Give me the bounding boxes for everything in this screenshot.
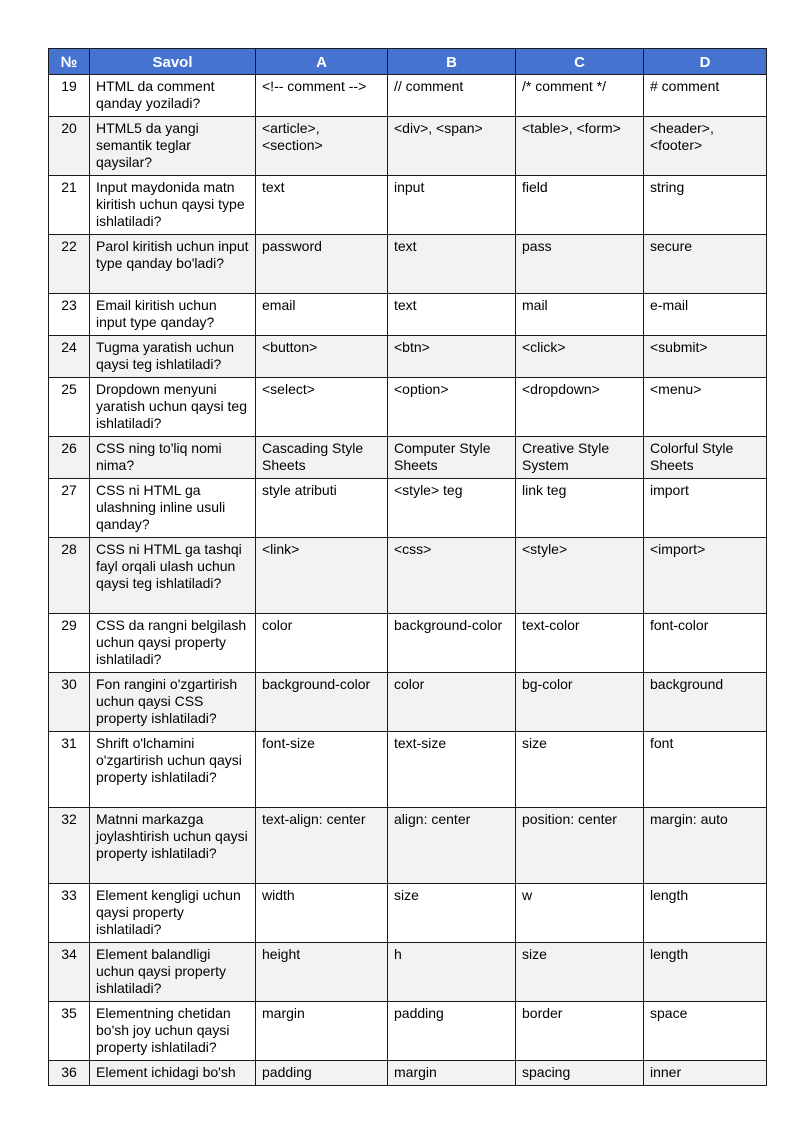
- option-b: <option>: [388, 378, 516, 437]
- option-d: background: [644, 673, 767, 732]
- option-b: <css>: [388, 538, 516, 614]
- option-b: padding: [388, 1002, 516, 1061]
- question-text: Element balandligi uchun qaysi property ishlatiladi?: [90, 943, 256, 1002]
- option-b: // comment: [388, 75, 516, 117]
- option-d: space: [644, 1002, 767, 1061]
- option-d: secure: [644, 235, 767, 294]
- question-text: CSS da rangni belgilash uchun qaysi property ishlatiladi?: [90, 614, 256, 673]
- option-a: text: [256, 176, 388, 235]
- table-row: [49, 732, 767, 808]
- option-b: margin: [388, 1061, 516, 1086]
- table-row: [49, 336, 767, 378]
- option-b: size: [388, 884, 516, 943]
- header-option-a: A: [256, 49, 388, 75]
- question-number: 32: [49, 808, 90, 884]
- option-d: import: [644, 479, 767, 538]
- option-b: text: [388, 294, 516, 336]
- question-number: 33: [49, 884, 90, 943]
- quiz-table: [48, 48, 767, 1086]
- table-row: [49, 235, 767, 294]
- question-text: Email kiritish uchun input type qanday?: [90, 294, 256, 336]
- question-number: 36: [49, 1061, 90, 1086]
- option-d: font-color: [644, 614, 767, 673]
- option-a: background-color: [256, 673, 388, 732]
- option-a: email: [256, 294, 388, 336]
- option-c: Creative Style System: [516, 437, 644, 479]
- option-a: Cascading Style Sheets: [256, 437, 388, 479]
- header-option-d: D: [644, 49, 767, 75]
- option-b: <div>, <span>: [388, 117, 516, 176]
- table-row: [49, 1002, 767, 1061]
- question-number: 19: [49, 75, 90, 117]
- question-number: 20: [49, 117, 90, 176]
- option-b: input: [388, 176, 516, 235]
- option-a: <!-- comment -->: [256, 75, 388, 117]
- question-text: Shrift o'lchamini o'zgartirish uchun qaysi property ishlatiladi?: [90, 732, 256, 808]
- option-d: e-mail: [644, 294, 767, 336]
- question-text: Matnni markazga joylashtirish uchun qaysi property ishlatiladi?: [90, 808, 256, 884]
- question-number: 22: [49, 235, 90, 294]
- question-text: Parol kiritish uchun input type qanday bo'ladi?: [90, 235, 256, 294]
- question-text: Input maydonida matn kiritish uchun qaysi type ishlatiladi?: [90, 176, 256, 235]
- option-b: text: [388, 235, 516, 294]
- table-row: [49, 294, 767, 336]
- question-number: 35: [49, 1002, 90, 1061]
- option-a: font-size: [256, 732, 388, 808]
- table-row: [49, 673, 767, 732]
- option-d: <header>, <footer>: [644, 117, 767, 176]
- option-d: margin: auto: [644, 808, 767, 884]
- option-c: <table>, <form>: [516, 117, 644, 176]
- question-text: Elementning chetidan bo'sh joy uchun qaysi property ishlatiladi?: [90, 1002, 256, 1061]
- option-c: link teg: [516, 479, 644, 538]
- option-b: <style> teg: [388, 479, 516, 538]
- option-c: size: [516, 732, 644, 808]
- option-b: text-size: [388, 732, 516, 808]
- table-row: [49, 378, 767, 437]
- question-number: 23: [49, 294, 90, 336]
- question-number: 21: [49, 176, 90, 235]
- table-row: [49, 75, 767, 117]
- question-text: Element ichidagi bo'sh: [90, 1061, 256, 1086]
- table-row: [49, 943, 767, 1002]
- question-text: Tugma yaratish uchun qaysi teg ishlatiladi?: [90, 336, 256, 378]
- option-a: style atributi: [256, 479, 388, 538]
- question-number: 27: [49, 479, 90, 538]
- question-text: Element kengligi uchun qaysi property ishlatiladi?: [90, 884, 256, 943]
- option-d: <import>: [644, 538, 767, 614]
- question-number: 28: [49, 538, 90, 614]
- option-d: font: [644, 732, 767, 808]
- question-number: 34: [49, 943, 90, 1002]
- option-d: string: [644, 176, 767, 235]
- option-b: <btn>: [388, 336, 516, 378]
- question-number: 24: [49, 336, 90, 378]
- option-d: length: [644, 884, 767, 943]
- option-c: field: [516, 176, 644, 235]
- table-header: [49, 49, 767, 75]
- option-c: bg-color: [516, 673, 644, 732]
- option-d: # comment: [644, 75, 767, 117]
- option-a: width: [256, 884, 388, 943]
- table-row: [49, 884, 767, 943]
- question-text: Dropdown menyuni yaratish uchun qaysi teg ishlatiladi?: [90, 378, 256, 437]
- header-row: [49, 49, 767, 75]
- option-b: background-color: [388, 614, 516, 673]
- option-a: <select>: [256, 378, 388, 437]
- option-c: size: [516, 943, 644, 1002]
- table-row: [49, 479, 767, 538]
- option-d: <submit>: [644, 336, 767, 378]
- option-a: margin: [256, 1002, 388, 1061]
- option-c: <style>: [516, 538, 644, 614]
- option-c: position: center: [516, 808, 644, 884]
- table-row: [49, 117, 767, 176]
- table-row: [49, 1061, 767, 1086]
- header-question: Savol: [90, 49, 256, 75]
- question-text: HTML da comment qanday yoziladi?: [90, 75, 256, 117]
- question-number: 25: [49, 378, 90, 437]
- table-row: [49, 614, 767, 673]
- option-d: inner: [644, 1061, 767, 1086]
- option-d: Colorful Style Sheets: [644, 437, 767, 479]
- option-a: password: [256, 235, 388, 294]
- option-c: /* comment */: [516, 75, 644, 117]
- option-d: <menu>: [644, 378, 767, 437]
- option-c: spacing: [516, 1061, 644, 1086]
- question-number: 31: [49, 732, 90, 808]
- option-b: Computer Style Sheets: [388, 437, 516, 479]
- question-text: HTML5 da yangi semantik teglar qaysilar?: [90, 117, 256, 176]
- table-row: [49, 176, 767, 235]
- option-c: mail: [516, 294, 644, 336]
- header-option-c: C: [516, 49, 644, 75]
- option-a: <link>: [256, 538, 388, 614]
- option-d: length: [644, 943, 767, 1002]
- question-text: CSS ni HTML ga ulashning inline usuli qanday?: [90, 479, 256, 538]
- question-number: 30: [49, 673, 90, 732]
- option-b: align: center: [388, 808, 516, 884]
- question-text: CSS ni HTML ga tashqi fayl orqali ulash uchun qaysi teg ishlatiladi?: [90, 538, 256, 614]
- option-c: <dropdown>: [516, 378, 644, 437]
- option-a: padding: [256, 1061, 388, 1086]
- option-c: border: [516, 1002, 644, 1061]
- option-a: height: [256, 943, 388, 1002]
- question-number: 26: [49, 437, 90, 479]
- option-b: color: [388, 673, 516, 732]
- table-row: [49, 808, 767, 884]
- option-c: <click>: [516, 336, 644, 378]
- option-a: <article>, <section>: [256, 117, 388, 176]
- option-b: h: [388, 943, 516, 1002]
- header-number: №: [49, 49, 90, 75]
- table-row: [49, 437, 767, 479]
- header-option-b: B: [388, 49, 516, 75]
- question-text: Fon rangini o'zgartirish uchun qaysi CSS property ishlatiladi?: [90, 673, 256, 732]
- option-a: color: [256, 614, 388, 673]
- table-body: [49, 75, 767, 1086]
- question-text: CSS ning to'liq nomi nima?: [90, 437, 256, 479]
- option-c: text-color: [516, 614, 644, 673]
- option-a: <button>: [256, 336, 388, 378]
- option-c: pass: [516, 235, 644, 294]
- option-c: w: [516, 884, 644, 943]
- option-a: text-align: center: [256, 808, 388, 884]
- question-number: 29: [49, 614, 90, 673]
- table-row: [49, 538, 767, 614]
